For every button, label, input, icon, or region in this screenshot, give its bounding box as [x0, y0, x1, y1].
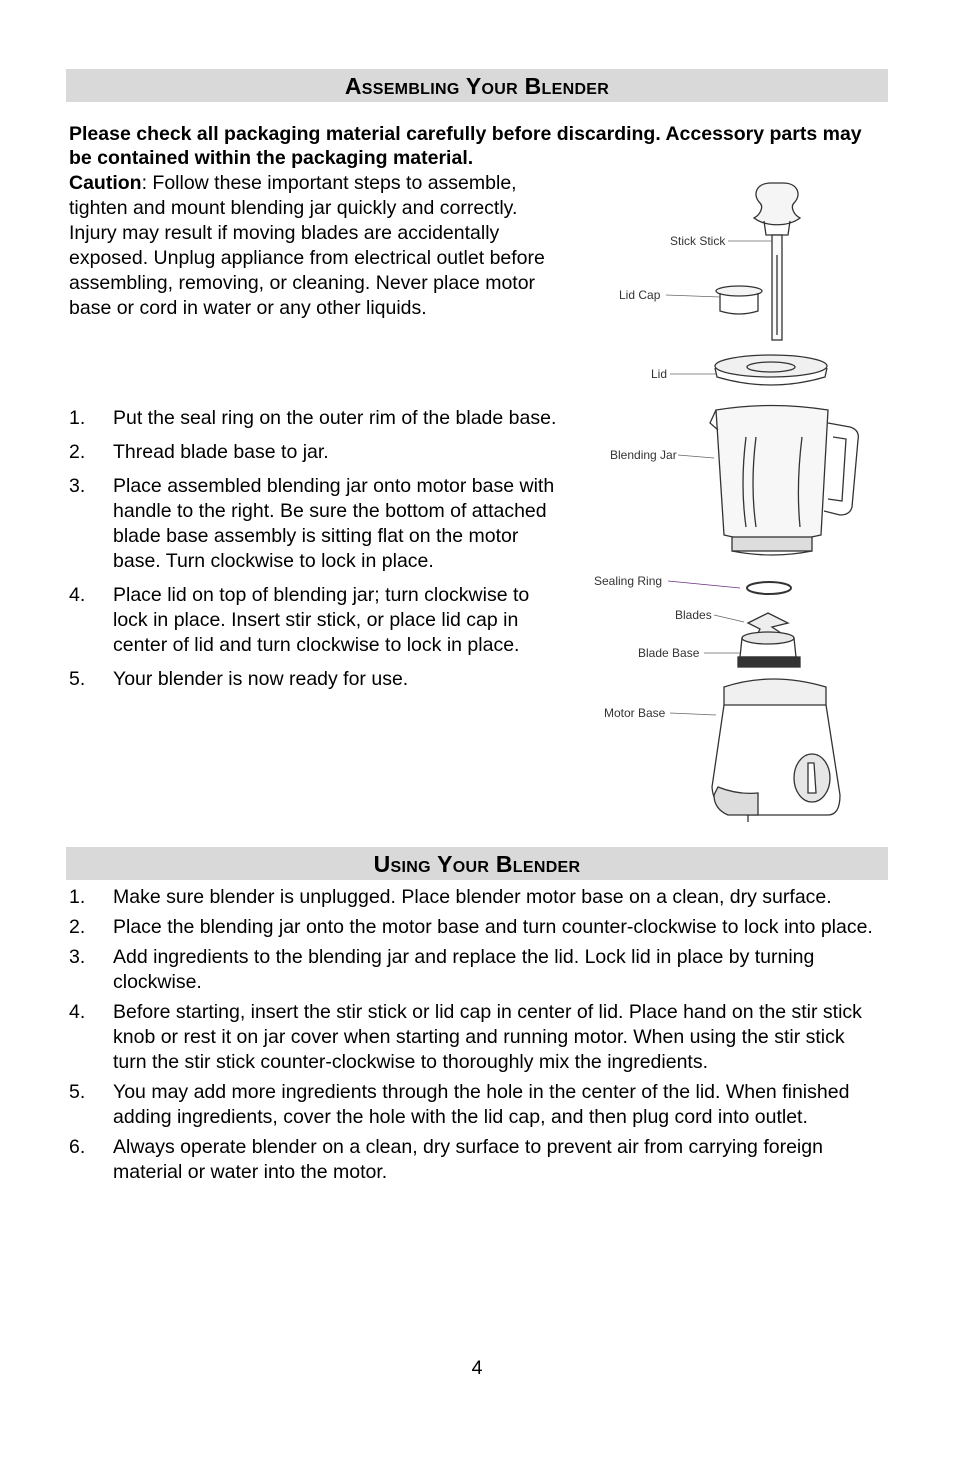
list-item [69, 885, 879, 910]
list-item [69, 583, 569, 658]
step-number: 2. [69, 916, 86, 938]
list-item [69, 1135, 879, 1185]
step-number: 6. [69, 1136, 86, 1158]
step-text: You may add more ingredients through the hole in the center of the lid. When finished adding ingredients, cover the hole with the lid cap, and then plug cord into outlet. [113, 1081, 850, 1128]
label-motor-base: Motor Base [604, 706, 666, 720]
step-number: 5. [69, 1081, 86, 1103]
caution-label: Caution [69, 172, 142, 194]
label-blending-jar: Blending Jar [610, 448, 677, 462]
assembly-steps-list [69, 406, 569, 701]
step-number: 2. [69, 441, 86, 463]
label-lid-cap: Lid Cap [619, 288, 661, 302]
list-item [69, 1000, 879, 1075]
step-number: 3. [69, 475, 86, 497]
step-number: 4. [69, 584, 86, 606]
caution-text: : Follow these important steps to assemble, tighten and mount blending jar quickly and correctly. Injury may result if moving blades are accidentally exposed. Unplug appliance from electrical outlet before assembling, removing, or cleaning. Never place motor base or cord in water or any other liquids. [69, 172, 545, 319]
list-item [69, 945, 879, 995]
step-number: 4. [69, 1001, 86, 1023]
list-item [69, 474, 569, 574]
label-blade-base: Blade Base [638, 646, 700, 660]
step-text: Place the blending jar onto the motor base and turn counter-clockwise to lock into place. [113, 916, 873, 938]
step-text: Place assembled blending jar onto motor base with handle to the right. Be sure the bottom of attached blade base assembly is sitting flat on the motor base. Turn clockwise to lock in place. [113, 475, 555, 572]
step-text: Put the seal ring on the outer rim of the blade base. [113, 407, 557, 429]
step-number: 5. [69, 668, 86, 690]
list-item [69, 667, 569, 692]
step-text: Place lid on top of blending jar; turn clockwise to lock in place. Insert stir stick, or place lid cap in center of lid and turn clockwise to lock in place. [113, 584, 530, 656]
label-blades: Blades [675, 608, 712, 622]
label-lid: Lid [651, 367, 668, 381]
blending-jar-drawing [710, 406, 858, 556]
blade-base-drawing [738, 632, 800, 667]
sealing-ring-drawing [747, 582, 791, 594]
section-heading-using: Using Your Blender [66, 847, 888, 880]
list-item [69, 915, 879, 940]
section-heading-assembling: Assembling Your Blender [66, 69, 888, 102]
list-item [69, 1080, 879, 1130]
step-number: 1. [69, 886, 86, 908]
caution-paragraph [69, 171, 569, 321]
list-item [69, 440, 569, 465]
using-steps-list [69, 885, 879, 1190]
page-number: 4 [471, 1357, 483, 1379]
stir-stick-drawing [754, 183, 800, 340]
lid-drawing [715, 355, 827, 385]
step-text: Always operate blender on a clean, dry surface to prevent air from carrying foreign material or water into the motor. [113, 1136, 823, 1183]
packaging-notice: Please check all packaging material carefully before discarding. Accessory parts may be contained within the packaging material. [69, 123, 862, 169]
step-text: Your blender is now ready for use. [113, 668, 409, 690]
step-number: 1. [69, 407, 86, 429]
step-text: Before starting, insert the stir stick or lid cap in center of lid. Place hand on the stir stick knob or rest it on jar cover when starting and running motor. When using the stir stick turn the stir stick counter-clockwise to thoroughly mix the ingredients. [113, 1001, 862, 1073]
motor-base-drawing [712, 679, 840, 822]
lid-cap-drawing [716, 286, 762, 314]
step-text: Make sure blender is unplugged. Place blender motor base on a clean, dry surface. [113, 886, 832, 908]
step-text: Thread blade base to jar. [113, 441, 329, 463]
label-stir-stick: Stick Stick [670, 234, 726, 248]
label-sealing-ring: Sealing Ring [594, 574, 663, 588]
step-text: Add ingredients to the blending jar and replace the lid. Lock lid in place by turning clockwise. [113, 946, 815, 993]
list-item [69, 406, 569, 431]
blender-exploded-diagram [588, 175, 868, 825]
step-number: 3. [69, 946, 86, 968]
